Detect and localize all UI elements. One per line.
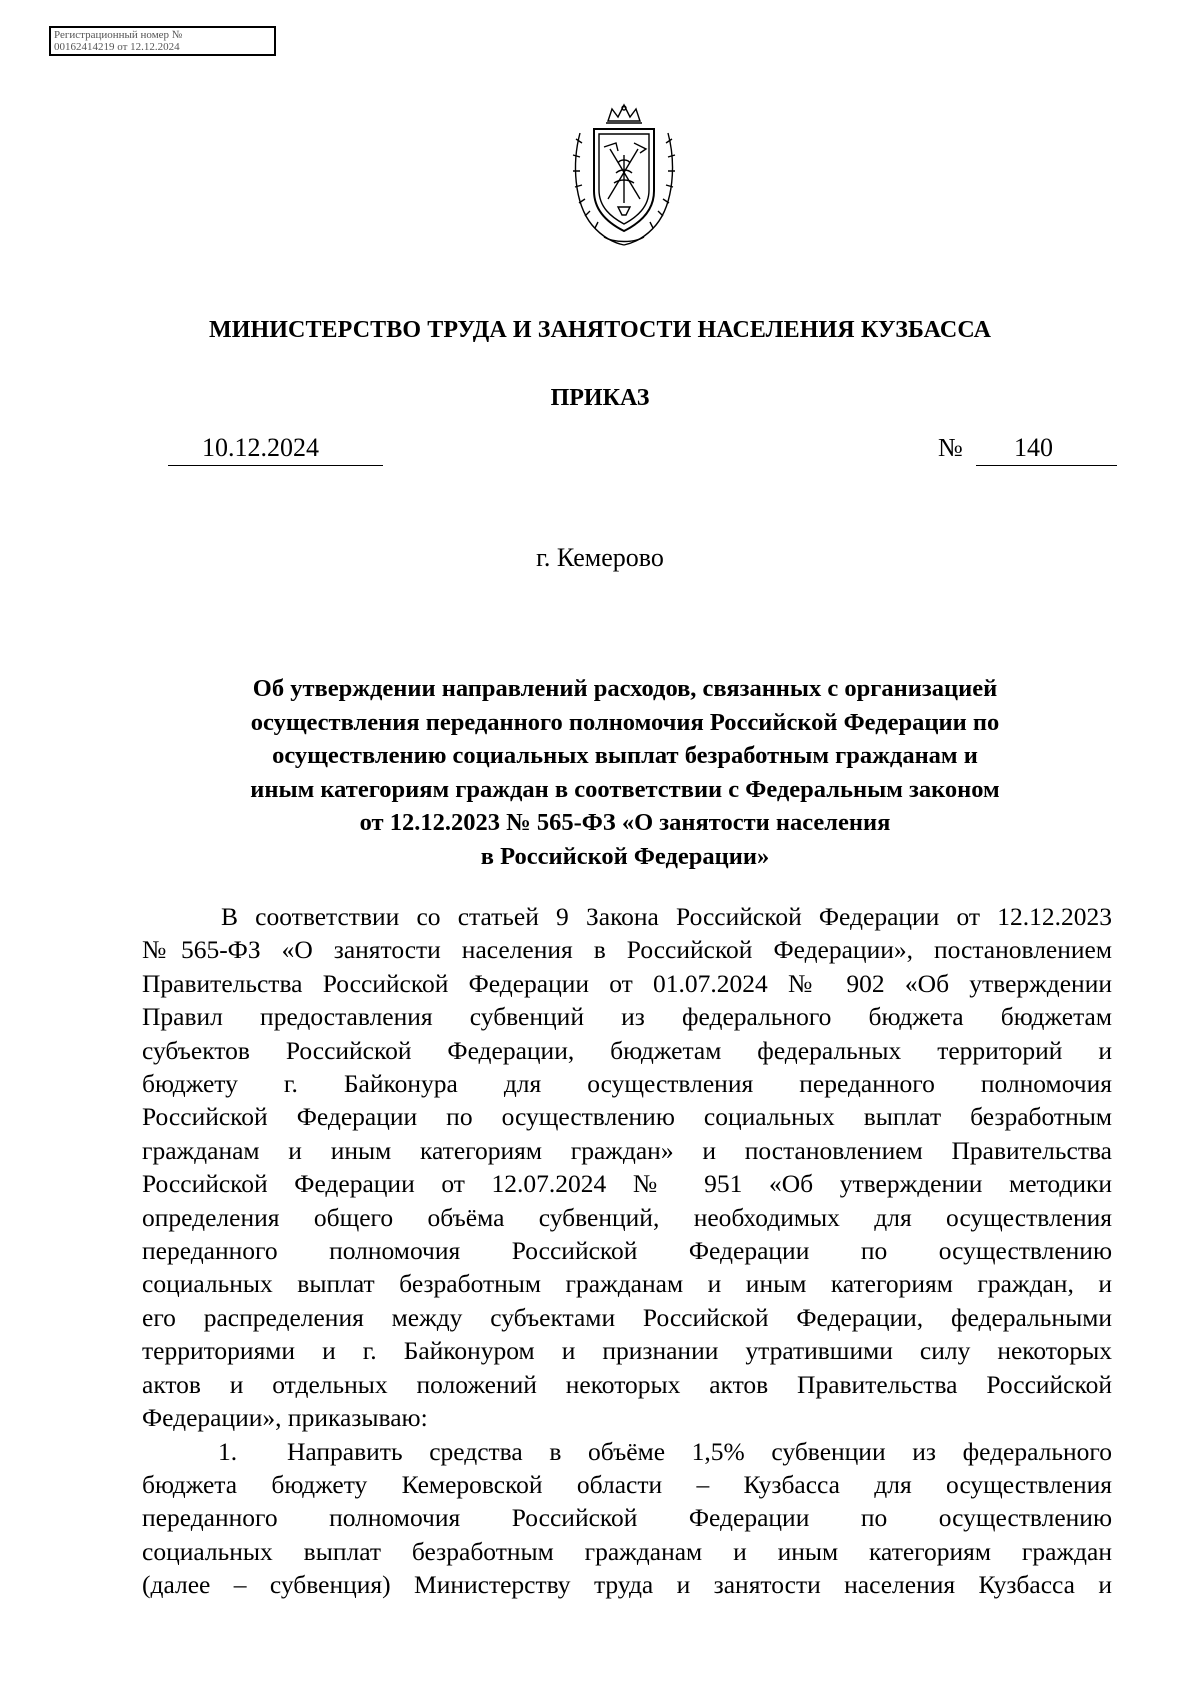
body-line: переданного полномочия Российской Федерации по осуществлению: [142, 1503, 1112, 1533]
order-body: [142, 900, 1112, 1602]
body-line: определения общего объёма субвенций, необходимых для осуществления: [142, 1202, 1112, 1232]
number-sign: №: [938, 433, 963, 462]
subject-line: Об утверждении направлений расходов, связанных с организацией: [252, 675, 998, 702]
body-line: актов и отдельных положений некоторых актов Правительства Российской: [142, 1369, 1112, 1399]
body-line: Правил предоставления субвенций из федерального бюджета бюджетам: [142, 1002, 1112, 1032]
registration-stamp: [49, 26, 276, 56]
body-line: субъектов Российской Федерации, бюджетам федеральных территорий и: [142, 1035, 1112, 1065]
body-line: Российской Федерации от 12.07.2024 № 951 «Об утверждении методики: [142, 1169, 1112, 1199]
document-type: ПРИКАЗ: [550, 385, 650, 411]
body-line: №565-ФЗ «О занятости населения в Российской Федерации», постановлением: [142, 935, 1112, 965]
order-number: 140: [976, 430, 1117, 466]
subject-line: осуществления переданного полномочия Российской Федерации по: [250, 708, 1000, 736]
item-1-first-line: [142, 1435, 1112, 1468]
order-date: 10.12.2024: [168, 430, 383, 466]
body-line: Российской Федерации по осуществлению социальных выплат безработным: [142, 1102, 1112, 1132]
body-line: бюджету г. Байконура для осуществления переданного полномочия: [142, 1069, 1112, 1099]
preamble-paragraph: [142, 900, 1112, 1435]
kuzbass-coat-of-arms-icon: [568, 103, 680, 249]
body-line: Правительства Российской Федерации от 01.07.2024 № 902 «Об утверждении: [142, 968, 1112, 998]
city: г. Кемерово: [536, 543, 664, 572]
registration-line-2: 00162414219 от 12.12.2024: [54, 41, 180, 53]
registration-line-1: Регистрационный номер №: [54, 29, 183, 41]
body-line: гражданам и иным категориям граждан» и постановлением Правительства: [142, 1135, 1112, 1165]
subject-line: осуществлению социальных выплат безработным гражданам и: [272, 742, 978, 769]
item-1-paragraph: [142, 1435, 1112, 1602]
body-line: (далее – субвенция) Министерству труда и занятости населения Кузбасса и: [142, 1570, 1112, 1600]
body-line: Федерации», приказываю:: [142, 1403, 428, 1433]
body-line: переданного полномочия Российской Федерации по осуществлению: [142, 1236, 1112, 1266]
order-subject: [160, 672, 1090, 873]
body-line: территориями и г. Байконуром и признании утратившими силу некоторых: [142, 1336, 1112, 1366]
ministry-title: МИНИСТЕРСТВО ТРУДА И ЗАНЯТОСТИ НАСЕЛЕНИЯ КУЗБАССА: [208, 317, 992, 343]
body-line: его распределения между субъектами Российской Федерации, федеральными: [142, 1302, 1112, 1332]
subject-line: иным категориям граждан в соответствии с Федеральным законом: [250, 775, 1000, 803]
body-line: социальных выплат безработным гражданам и иным категориям граждан: [142, 1536, 1112, 1566]
subject-line: от 12.12.2023 № 565-ФЗ «О занятости населения: [359, 809, 891, 836]
body-line: В соответствии со статьей 9 Закона Российской Федерации от 12.12.2023: [221, 902, 1112, 931]
body-line: социальных выплат безработным гражданам и иным категориям граждан, и: [142, 1269, 1112, 1299]
subject-line: в Российской Федерации»: [480, 842, 770, 870]
item-number: 1.: [218, 1436, 238, 1466]
body-line: Направить средства в объёме 1,5% субвенции из федерального: [287, 1436, 1112, 1466]
body-line: бюджета бюджету Кемеровской области – Кузбасса для осуществления: [142, 1469, 1112, 1499]
